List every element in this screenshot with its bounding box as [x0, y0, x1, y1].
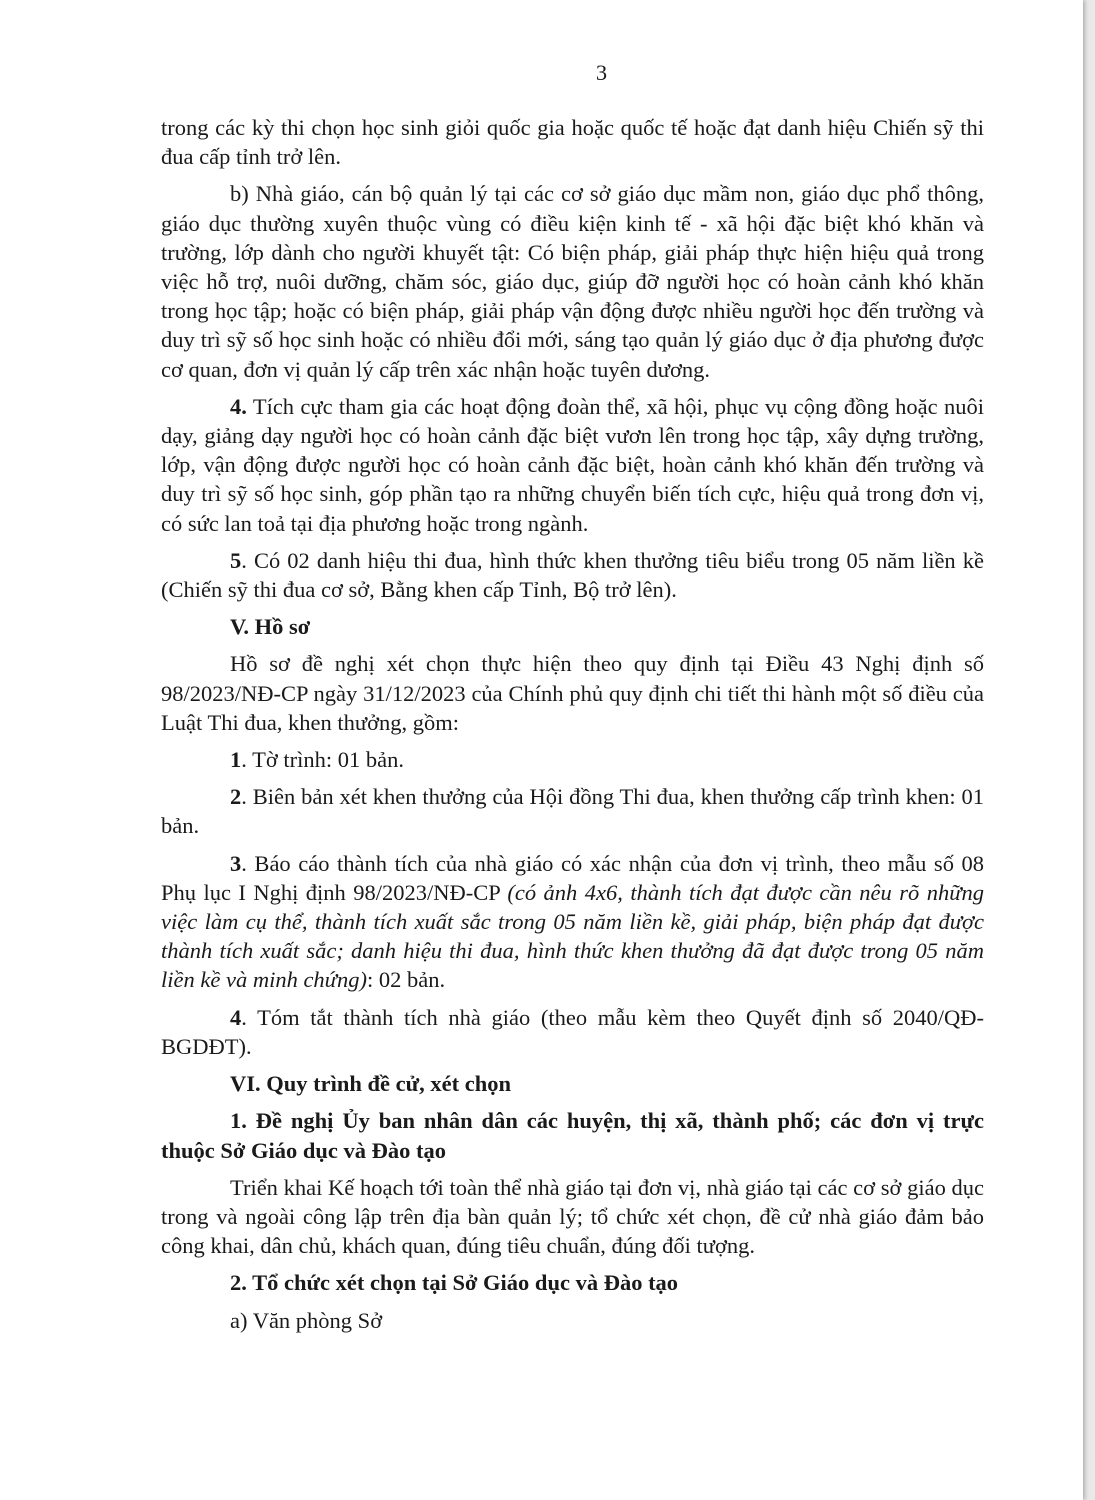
paragraph-dossier-1	[161, 745, 984, 774]
paragraph-dossier-3	[161, 849, 984, 995]
heading-text: V. Hồ sơ	[230, 614, 311, 640]
paragraph-dossier-4	[161, 1003, 984, 1061]
item-text: Tích cực tham gia các hoạt động đoàn thể, xã hội, phục vụ cộng đồng hoặc nuôi dạy, giảng dạy người học có hoàn cảnh đặc biệt vươn lên trong học tập, xây dựng trường, lớp, vận động được người học có hoàn cảnh đặc biệt, hoàn cảnh khó khăn đến trường và duy trì sỹ số học sinh, góp phần tạo ra những chuyển biến tích cực, hiệu quả trong đơn vị, có sức lan toả tại địa phương hoặc trong ngành.	[161, 393, 984, 536]
item-text-end: : 02 bản.	[366, 967, 446, 993]
paragraph-dossier-2	[161, 782, 984, 840]
subsection-heading-2	[161, 1268, 984, 1297]
item-text: . Tờ trình: 01 bản.	[241, 747, 404, 773]
paragraph-item-a: a) Văn phòng Sở	[230, 1307, 383, 1333]
item-number: 3	[230, 850, 242, 876]
item-number: 4.	[230, 393, 247, 419]
document-body	[161, 113, 984, 1343]
item-text: . Báo cáo thành tích của nhà giáo có xác nhận của đơn vị trình, theo mẫu số 08 Phụ lục I Nghị định 98/2023/NĐ-CP	[161, 850, 984, 905]
paragraph-dossier-intro: Hồ sơ đề nghị xét chọn thực hiện theo quy định tại Điều 43 Nghị định số 98/2023/NĐ-CP ngày 31/12/2023 của Chính phủ quy định chi tiết thi hành một số điều của Luật Thi đua, khen thưởng, gồm:	[161, 651, 984, 735]
item-text: . Có 02 danh hiệu thi đua, hình thức khen thưởng tiêu biểu trong 05 năm liền kề (Chiến sỹ thi đua cơ sở, Bằng khen cấp Tỉnh, Bộ trở lên).	[161, 547, 984, 603]
section-heading-v	[161, 612, 984, 641]
item-text: . Biên bản xét khen thưởng của Hội đồng Thi đua, khen thưởng cấp trình khen: 01 bản.	[161, 784, 984, 839]
paragraph-deployment: Triển khai Kế hoạch tới toàn thể nhà giáo tại đơn vị, nhà giáo tại các cơ sở giáo dục trong và ngoài công lập trên địa bàn quản lý; tổ chức xét chọn, đề cử nhà giáo đảm bảo công khai, dân chủ, khách quan, đúng tiêu chuẩn, đúng đối tượng.	[161, 1174, 984, 1259]
item-text: . Tóm tắt thành tích nhà giáo (theo mẫu kèm theo Quyết định số 2040/QĐ-BGDĐT).	[161, 1004, 984, 1059]
paragraph-criterion-5	[161, 546, 984, 604]
heading-text: VI. Quy trình đề cử, xét chọn	[230, 1071, 512, 1097]
item-number: 4	[230, 1004, 242, 1030]
item-number: 2	[230, 784, 242, 810]
paragraph-criterion-4	[161, 392, 984, 538]
item-number: 5	[230, 547, 242, 573]
paragraph-item-b: b) Nhà giáo, cán bộ quản lý tại các cơ sở giáo dục mầm non, giáo dục phổ thông, giáo dục thường xuyên thuộc vùng có điều kiện kinh tế - xã hội đặc biệt khó khăn và trường, lớp dành cho người khuyết tật: Có biện pháp, giải pháp thực hiện hiệu quả trong việc hỗ trợ, nuôi dưỡng, chăm sóc, giáo dục, giúp đỡ người học có hoàn cảnh khó khăn trong học tập; hoặc có biện pháp, giải pháp vận động được nhiều người học đến trường và duy trì sỹ số học sinh hoặc có nhiều đổi mới, sáng tạo quản lý giáo dục ở địa phương được cơ quan, đơn vị quản lý cấp trên xác nhận hoặc tuyên dương.	[161, 181, 984, 382]
item-number: 1	[230, 747, 242, 773]
heading-text: 1. Đề nghị Ủy ban nhân dân các huyện, thị xã, thành phố; các đơn vị trực thuộc Sở Giáo dục và Đào tạo	[161, 1108, 984, 1163]
section-heading-vi	[161, 1069, 984, 1098]
heading-text: 2. Tổ chức xét chọn tại Sở Giáo dục và Đào tạo	[230, 1270, 679, 1296]
page-number: 3	[595, 60, 608, 85]
item-italic-note: (có ảnh 4x6, thành tích đạt được cần nêu rõ những việc làm cụ thể, thành tích xuất sắc trong 05 năm liền kề, giải pháp, biện pháp đạt được thành tích xuất sắc; danh hiệu thi đua, hình thức khen thưởng đã đạt được trong 05 năm liền kề và minh chứng)	[161, 879, 984, 993]
paragraph-continuation: trong các kỳ thi chọn học sinh giỏi quốc gia hoặc quốc tế hoặc đạt danh hiệu Chiến sỹ thi đua cấp tỉnh trở lên.	[161, 115, 984, 170]
subsection-heading-1	[161, 1106, 984, 1164]
